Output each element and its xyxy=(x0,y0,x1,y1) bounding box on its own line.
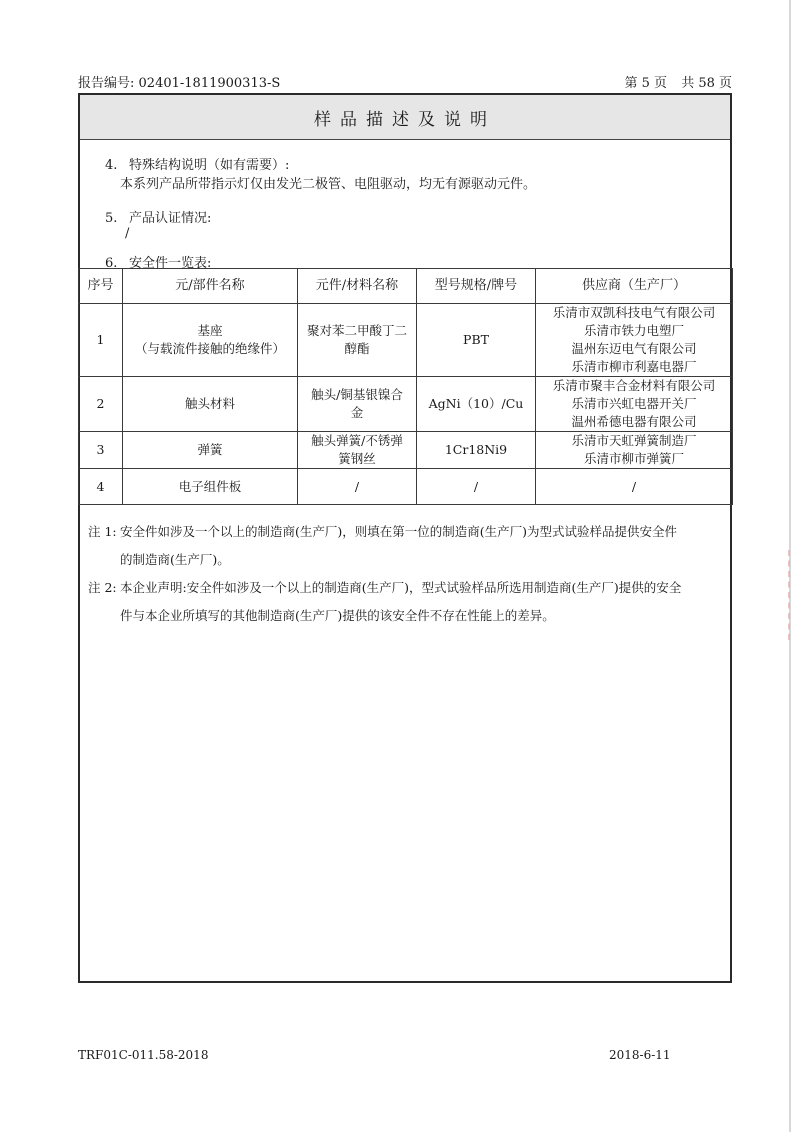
table-row xyxy=(79,432,733,469)
column-header-model: 型号规格/牌号 xyxy=(417,269,536,304)
material-name: 触头/铜基银镍合金 xyxy=(311,387,403,420)
supplier-name: 温州东迈电气有限公司 xyxy=(571,341,697,356)
cell-model: AgNi（10）/Cu xyxy=(417,377,536,432)
form-code: TRF01C-011.58-2018 xyxy=(78,1048,209,1062)
supplier-name: 乐清市双凯科技电气有限公司 xyxy=(552,305,716,320)
column-header-part: 元/部件名称 xyxy=(123,269,298,304)
column-header-material: 元件/材料名称 xyxy=(298,269,417,304)
supplier-name: 乐清市聚丰合金材料有限公司 xyxy=(552,378,716,393)
form-date: 2018-6-11 xyxy=(609,1048,671,1062)
cell-part: 弹簧 xyxy=(123,432,298,469)
cell-part: 电子组件板 xyxy=(123,469,298,505)
supplier-name: 乐清市兴虹电器开关厂 xyxy=(571,396,697,411)
supplier-name: 乐清市铁力电塑厂 xyxy=(583,323,684,338)
note-text: 安全件如涉及一个以上的制造商(生产厂)，则填在第一位的制造商(生产厂)为型式试验样品提供安全件 xyxy=(120,524,678,539)
cell-no: 1 xyxy=(79,304,123,377)
cell-material xyxy=(298,304,417,377)
seal-stamp-edge xyxy=(784,550,790,640)
section-4-body: 本系列产品所带指示灯仅由发光二极管、电阻驱动，均无有源驱动元件。 xyxy=(120,177,537,192)
cell-model: PBT xyxy=(417,304,536,377)
section-5-body: / xyxy=(125,226,130,241)
section-number: 6. xyxy=(105,256,118,271)
cell-supplier: / xyxy=(536,469,733,505)
part-name: 基座 xyxy=(197,323,223,338)
note-label: 注 1: xyxy=(88,524,117,539)
cell-part xyxy=(123,304,298,377)
cell-supplier xyxy=(536,377,733,432)
note-text-continued: 件与本企业所填写的其他制造商(生产厂)提供的该安全件不存在性能上的差异。 xyxy=(120,608,555,623)
cell-model: / xyxy=(417,469,536,505)
supplier-name: 乐清市柳市利嘉电器厂 xyxy=(571,359,697,374)
cell-no: 2 xyxy=(79,377,123,432)
section-title: 特殊结构说明（如有需要）: xyxy=(129,158,290,173)
supplier-name: 温州希德电器有限公司 xyxy=(571,414,697,429)
cell-material: / xyxy=(298,469,417,505)
report-number-value: 02401-1811900313-S xyxy=(138,76,281,91)
section-title: 安全件一览表: xyxy=(129,256,212,271)
material-name: 触头弹簧/不锈弹簧钢丝 xyxy=(311,433,403,466)
section-number: 5. xyxy=(105,211,118,226)
section-5-heading xyxy=(105,207,211,226)
supplier-name: 乐清市天虹弹簧制造厂 xyxy=(571,433,697,448)
cell-no: 3 xyxy=(79,432,123,469)
supplier-name: 乐清市柳市弹簧厂 xyxy=(583,451,684,466)
section-number: 4. xyxy=(105,158,118,173)
cell-material xyxy=(298,377,417,432)
cell-material xyxy=(298,432,417,469)
cell-no: 4 xyxy=(79,469,123,505)
note-text: 本企业声明:安全件如涉及一个以上的制造商(生产厂)，型式试验样品所选用制造商(生产厂)提供的安全 xyxy=(120,580,682,595)
cell-part: 触头材料 xyxy=(123,377,298,432)
section-title: 产品认证情况: xyxy=(129,211,212,226)
content-frame xyxy=(78,93,732,983)
part-note: （与载流件接触的绝缘件） xyxy=(134,341,285,356)
cell-supplier xyxy=(536,432,733,469)
cell-supplier xyxy=(536,304,733,377)
material-name: 聚对苯二甲酸丁二醇酯 xyxy=(307,323,408,356)
page-title: 样品描述及说明 xyxy=(80,95,730,140)
table-row xyxy=(79,304,733,377)
page-indicator xyxy=(625,72,733,91)
column-header-supplier: 供应商（生产厂） xyxy=(536,269,733,304)
note-1 xyxy=(88,518,728,574)
note-label: 注 2: xyxy=(88,580,117,595)
report-number xyxy=(78,72,280,91)
table-row xyxy=(79,377,733,432)
note-text-continued: 的制造商(生产厂)。 xyxy=(120,552,230,567)
table-header-row xyxy=(79,269,733,304)
note-2 xyxy=(88,574,728,630)
safety-parts-table xyxy=(78,268,733,505)
page-total: 共 58 页 xyxy=(681,76,732,91)
table-row xyxy=(79,469,733,505)
section-4-heading xyxy=(105,154,289,173)
page-current: 第 5 页 xyxy=(624,76,668,91)
cell-model: 1Cr18Ni9 xyxy=(417,432,536,469)
report-number-label: 报告编号: xyxy=(78,76,135,91)
column-header-no: 序号 xyxy=(79,269,123,304)
